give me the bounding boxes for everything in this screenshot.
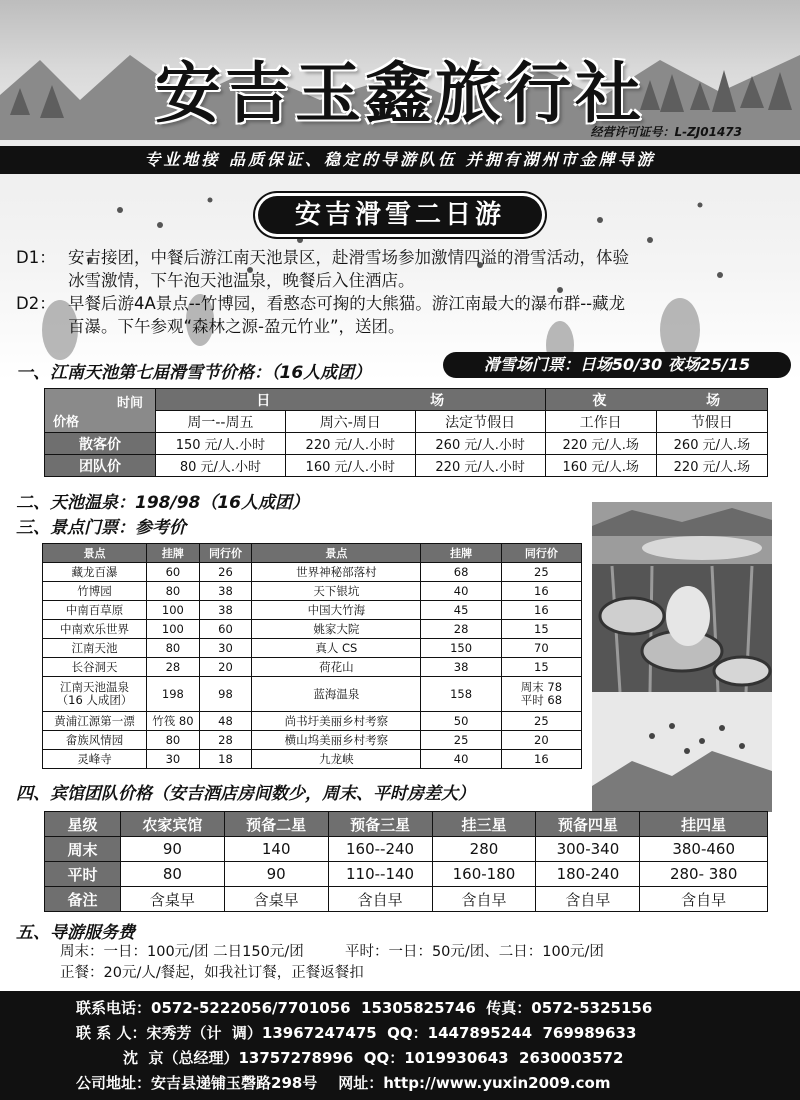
price-cell: 220 元/人.场 xyxy=(656,455,767,477)
hotel-col-pre3: 预备三星 xyxy=(328,812,432,837)
day1-line2: 冰雪激情，下午泡天池温泉，晚餐后入住酒店。 xyxy=(68,271,415,290)
att-cell: 15 xyxy=(501,658,581,677)
att-cell: 98 xyxy=(199,677,252,712)
table-row xyxy=(43,639,582,658)
att-cell xyxy=(43,677,147,712)
att-cell: 38 xyxy=(199,582,252,601)
att-col-name2: 景点 xyxy=(252,544,421,563)
hotspring-photo-collage xyxy=(592,496,772,812)
table-row xyxy=(43,750,582,769)
col-festival: 节假日 xyxy=(656,411,767,433)
day1-line1: 安吉接团，中餐后游江南天池景区，赴滑雪场参加激情四溢的滑雪活动，体验 xyxy=(68,248,629,267)
col-holiday: 法定节假日 xyxy=(415,411,545,433)
hotel-col-star: 星级 xyxy=(45,812,121,837)
att-cell: 28 xyxy=(199,731,252,750)
itinerary xyxy=(16,246,786,338)
row-label: 团队价 xyxy=(45,455,156,477)
att-cell-line: （16 人成团） xyxy=(56,693,133,707)
itinerary-day1 xyxy=(16,246,786,292)
att-cell: 60 xyxy=(147,563,200,582)
att-cell: 中南欢乐世界 xyxy=(43,620,147,639)
table-row xyxy=(43,601,582,620)
price-cell: 260 元/人.小时 xyxy=(415,433,545,455)
contact-phone: 联系电话：0572-5222056/7701056 15305825746 传真：0572-5325156 xyxy=(76,999,653,1017)
att-cell: 38 xyxy=(199,601,252,620)
att-cell: 28 xyxy=(147,658,200,677)
day2-tag: D2： xyxy=(16,294,56,313)
att-cell: 38 xyxy=(421,658,501,677)
table-row xyxy=(45,862,768,887)
hotel-price-table xyxy=(44,811,768,912)
col-weekday: 周一--周五 xyxy=(156,411,286,433)
att-cell: 九龙峡 xyxy=(252,750,421,769)
att-cell: 16 xyxy=(501,750,581,769)
att-col-list: 挂牌 xyxy=(147,544,200,563)
att-cell: 中南百草原 xyxy=(43,601,147,620)
hotel-cell: 160--240 xyxy=(328,837,432,862)
att-cell: 横山坞美丽乡村考察 xyxy=(252,731,421,750)
att-cell: 尚书圩美丽乡村考察 xyxy=(252,712,421,731)
price-cell: 80 元/人.小时 xyxy=(156,455,286,477)
slogan-text: 专业地接 品质保证、稳定的导游队伍 并拥有湖州市金牌导游 xyxy=(144,150,656,169)
day-header-b: 场 xyxy=(430,392,445,409)
hotel-row-label: 周末 xyxy=(45,837,121,862)
attractions-header-row xyxy=(43,544,582,563)
hotel-cell: 含桌早 xyxy=(121,887,225,912)
hotel-cell: 160-180 xyxy=(432,862,536,887)
col-workday: 工作日 xyxy=(545,411,656,433)
att-cell: 50 xyxy=(421,712,501,731)
hotel-cell: 280- 380 xyxy=(640,862,768,887)
hotel-heading: 四、宾馆团队价格（安吉酒店房间数少，周末、平时房差大） xyxy=(16,784,475,804)
att-cell: 70 xyxy=(501,639,581,658)
guide-meal: 正餐：20元/人/餐起，如我社订餐，正餐返餐扣 xyxy=(60,965,364,981)
hotel-col-pre4: 预备四星 xyxy=(536,812,640,837)
price-cell: 220 元/人.小时 xyxy=(285,433,415,455)
att-cell: 灵峰寺 xyxy=(43,750,147,769)
hotel-row-label: 备注 xyxy=(45,887,121,912)
att-col-trade: 同行价 xyxy=(199,544,252,563)
att-cell xyxy=(501,677,581,712)
hotel-col-farm: 农家宾馆 xyxy=(121,812,225,837)
att-cell: 80 xyxy=(147,639,200,658)
att-cell: 姚家大院 xyxy=(252,620,421,639)
att-cell: 48 xyxy=(199,712,252,731)
att-cell: 158 xyxy=(421,677,501,712)
contact-person1: 联 系 人：宋秀芳（计 调）13967247475 QQ：1447895244 769989633 xyxy=(76,1024,637,1042)
att-cell: 长谷洞天 xyxy=(43,658,147,677)
hotel-cell: 含桌早 xyxy=(224,887,328,912)
day2-line2: 百瀑。下午参观“森林之源-盈元竹业”，送团。 xyxy=(68,317,405,336)
hotel-cell: 180-240 xyxy=(536,862,640,887)
att-cell: 25 xyxy=(421,731,501,750)
guide-weekend: 周末：一日：100元/团 二日150元/团 xyxy=(60,944,304,960)
guide-fee-details xyxy=(60,942,604,984)
att-cell: 150 xyxy=(421,639,501,658)
attractions-table xyxy=(42,543,582,769)
ski-price-table xyxy=(44,388,768,477)
hotel-cell: 280 xyxy=(432,837,536,862)
hotel-header-row xyxy=(45,812,768,837)
att-cell-line: 江南天池温泉 xyxy=(60,680,130,694)
price-cell: 220 元/人.小时 xyxy=(415,455,545,477)
att-cell: 荷花山 xyxy=(252,658,421,677)
hotel-cell: 140 xyxy=(224,837,328,862)
att-cell: 80 xyxy=(147,731,200,750)
att-cell: 畲族风情园 xyxy=(43,731,147,750)
att-cell: 20 xyxy=(199,658,252,677)
table-row xyxy=(43,658,582,677)
table-row xyxy=(45,455,768,477)
contact-address: 公司地址：安吉县递铺玉磬路298号 网址：http://www.yuxin2009.com xyxy=(76,1074,611,1092)
price-cell: 160 元/人.场 xyxy=(545,455,656,477)
ski-ticket-badge: 滑雪场门票：日场50/30 夜场25/15 xyxy=(443,352,791,378)
att-cell: 16 xyxy=(501,582,581,601)
hotel-cell: 300-340 xyxy=(536,837,640,862)
att-cell: 15 xyxy=(501,620,581,639)
att-col-name: 景点 xyxy=(43,544,147,563)
att-cell: 世界神秘部落村 xyxy=(252,563,421,582)
att-cell: 198 xyxy=(147,677,200,712)
att-cell: 蓝海温泉 xyxy=(252,677,421,712)
table-row xyxy=(43,563,582,582)
guide-weekday: 平时：一日：50元/团、二日：100元/团 xyxy=(344,944,604,960)
att-cell: 25 xyxy=(501,712,581,731)
hotel-cell: 90 xyxy=(224,862,328,887)
attractions-heading: 三、景点门票：参考价 xyxy=(16,518,186,538)
hotel-cell: 380-460 xyxy=(640,837,768,862)
agency-title: 安吉玉鑫旅行社 xyxy=(155,54,645,132)
att-cell: 26 xyxy=(199,563,252,582)
hotel-cell: 含自早 xyxy=(432,887,536,912)
corner-price-label: 价格 xyxy=(53,414,80,430)
hotel-col-4star: 挂四星 xyxy=(640,812,768,837)
table-row xyxy=(43,620,582,639)
att-cell: 江南天池 xyxy=(43,639,147,658)
table-row xyxy=(43,731,582,750)
hotel-cell: 90 xyxy=(121,837,225,862)
att-cell: 60 xyxy=(199,620,252,639)
att-cell: 18 xyxy=(199,750,252,769)
table-row xyxy=(45,887,768,912)
att-cell: 中国大竹海 xyxy=(252,601,421,620)
table-row xyxy=(43,582,582,601)
table-row xyxy=(45,837,768,862)
hotel-cell: 80 xyxy=(121,862,225,887)
night-session-header xyxy=(545,389,767,411)
att-cell: 25 xyxy=(501,563,581,582)
att-cell: 竹博园 xyxy=(43,582,147,601)
night-header-b: 场 xyxy=(706,392,721,409)
price-cell: 220 元/人.场 xyxy=(545,433,656,455)
slogan-bar xyxy=(0,146,800,174)
att-cell: 竹筏 80 xyxy=(147,712,200,731)
att-cell: 40 xyxy=(421,750,501,769)
row-label: 散客价 xyxy=(45,433,156,455)
table-row xyxy=(45,433,768,455)
att-col-trade2: 同行价 xyxy=(501,544,581,563)
table-row xyxy=(43,712,582,731)
itinerary-day2 xyxy=(16,292,786,338)
col-weekend: 周六-周日 xyxy=(285,411,415,433)
price-cell: 260 元/人.场 xyxy=(656,433,767,455)
att-cell: 68 xyxy=(421,563,501,582)
day2-line1: 早餐后游4A景点--竹博园，看憨态可掬的大熊猫。游江南最大的瀑布群--藏龙 xyxy=(68,294,626,313)
hotel-cell: 110--140 xyxy=(328,862,432,887)
table-row xyxy=(43,677,582,712)
att-cell: 30 xyxy=(147,750,200,769)
hotel-row-label: 平时 xyxy=(45,862,121,887)
att-cell: 45 xyxy=(421,601,501,620)
att-cell: 真人 CS xyxy=(252,639,421,658)
att-cell: 藏龙百瀑 xyxy=(43,563,147,582)
guide-fee-heading: 五、导游服务费 xyxy=(16,923,135,943)
att-cell: 80 xyxy=(147,582,200,601)
corner-time-label: 时间 xyxy=(116,395,143,411)
hotel-cell: 含自早 xyxy=(640,887,768,912)
hotel-col-pre2: 预备二星 xyxy=(224,812,328,837)
night-header-a: 夜 xyxy=(592,392,607,409)
contact-person2: 沈 京（总经理）13757278996 QQ：1019930643 2630003572 xyxy=(76,1049,624,1067)
att-cell-line: 平时 68 xyxy=(520,693,563,707)
hotel-col-3star: 挂三星 xyxy=(432,812,536,837)
att-cell: 20 xyxy=(501,731,581,750)
contact-footer xyxy=(0,991,800,1100)
tour-title: 安吉滑雪二日游 xyxy=(258,196,542,234)
day-session-header xyxy=(156,389,546,411)
att-cell: 28 xyxy=(421,620,501,639)
table-corner xyxy=(45,389,156,433)
hotel-cell: 含自早 xyxy=(328,887,432,912)
day-header-a: 日 xyxy=(256,392,271,409)
att-cell-line: 周末 78 xyxy=(520,680,563,694)
price-cell: 160 元/人.小时 xyxy=(285,455,415,477)
ski-price-heading: 一、江南天池第七届滑雪节价格：（16人成团） xyxy=(16,363,372,383)
att-cell: 30 xyxy=(199,639,252,658)
att-cell: 黄浦江源第一漂 xyxy=(43,712,147,731)
hotel-cell: 含自早 xyxy=(536,887,640,912)
att-cell: 100 xyxy=(147,620,200,639)
att-cell: 40 xyxy=(421,582,501,601)
license-number: 经营许可证号：L-ZJ01473 xyxy=(590,125,742,139)
price-cell: 150 元/人.小时 xyxy=(156,433,286,455)
att-cell: 100 xyxy=(147,601,200,620)
att-cell: 16 xyxy=(501,601,581,620)
day1-tag: D1： xyxy=(16,248,56,267)
hotspring-heading: 二、天池温泉：198/98（16人成团） xyxy=(16,493,310,513)
att-col-list2: 挂牌 xyxy=(421,544,501,563)
att-cell: 天下银坑 xyxy=(252,582,421,601)
